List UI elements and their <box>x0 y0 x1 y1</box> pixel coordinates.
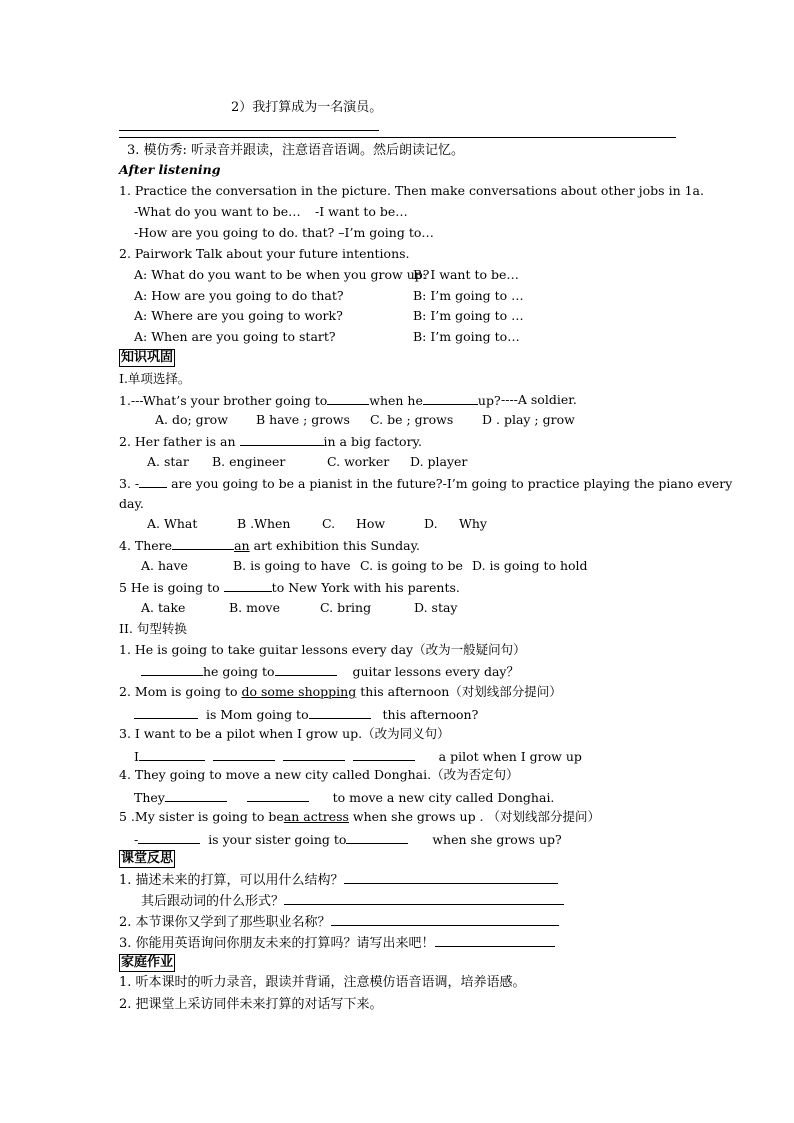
homework-2: 2. 把课堂上采访同伴未来打算的对话写下来。 <box>119 997 383 1012</box>
section-title-homework: 家庭作业 <box>121 955 174 970</box>
question-3: 3. - are you going to be a pianist in the future?-I’m going to practice playing the piano every <box>119 476 733 491</box>
pair-b-4: B: I’m going to… <box>413 329 520 344</box>
q2-option-c[interactable]: C. worker <box>327 454 390 469</box>
q3-option-a[interactable]: A. What <box>147 516 198 531</box>
q2-option-d[interactable]: D. player <box>410 454 468 469</box>
section-title-reflection: 课堂反思 <box>121 851 174 866</box>
question-5: 5 He is going to to New York with his parents. <box>119 580 460 595</box>
blank[interactable] <box>283 748 345 761</box>
q1-option-b[interactable]: B have ; grows <box>256 412 350 427</box>
imitation-show-item: 3. 模仿秀: 听录音并跟读，注意语音语调。然后朗读记忆。 <box>127 143 465 158</box>
blank[interactable] <box>141 663 203 676</box>
q3-option-d-letter[interactable]: D. <box>424 516 438 531</box>
q5-option-a[interactable]: A. take <box>141 600 186 615</box>
blank[interactable] <box>423 392 478 405</box>
blank[interactable] <box>353 748 415 761</box>
transform-5-answer: - is your sister going to when she grows up? <box>134 832 562 847</box>
blank[interactable] <box>134 706 198 719</box>
answer-line[interactable] <box>435 934 555 947</box>
reflection-1b: 其后跟动词的什么形式？ <box>141 892 564 910</box>
pair-a-4: A: When are you going to start? <box>134 329 336 344</box>
pair-a-3: A: Where are you going to work? <box>134 308 343 323</box>
answer-line-long[interactable] <box>119 137 676 138</box>
part2-title: II. 句型转换 <box>119 621 187 636</box>
reflection-3: 3. 你能用英语询问你朋友未来的打算吗？请写出来吧！ <box>119 934 555 952</box>
practice-instruction: 1. Practice the conversation in the picture. Then make conversations about other jobs in 1a. <box>119 183 704 198</box>
q3-option-c-letter[interactable]: C. <box>322 516 336 531</box>
q5-option-b[interactable]: B. move <box>229 600 280 615</box>
answer-line[interactable] <box>284 892 564 905</box>
answer-line-short[interactable] <box>119 130 379 131</box>
blank[interactable] <box>165 789 227 802</box>
q2-option-a[interactable]: A. star <box>147 454 189 469</box>
question-3-cont: day. <box>119 496 144 511</box>
q2-option-b[interactable]: B. engineer <box>212 454 286 469</box>
q4-option-a[interactable]: A. have <box>141 558 188 573</box>
pair-b-2: B: I’m going to … <box>413 288 524 303</box>
pair-b-3: B: I’m going to … <box>413 308 524 323</box>
blank[interactable] <box>172 537 234 550</box>
blank[interactable] <box>240 433 324 446</box>
homework-1: 1. 听本课时的听力录音，跟读并背诵，注意模仿语音语调，培养语感。 <box>119 975 526 990</box>
dialog-line-1-right: -I want to be… <box>315 204 408 219</box>
pair-b-1: B: I want to be… <box>413 267 519 282</box>
blank[interactable] <box>309 706 371 719</box>
question-1: 1.---What’s your brother going to when he up? <box>119 393 501 408</box>
q5-option-c[interactable]: C. bring <box>320 600 372 615</box>
transform-4-answer: They to move a new city called Donghai. <box>134 790 555 805</box>
part1-title: I.单项选择。 <box>119 371 191 386</box>
transform-3-answer: I a pilot when I grow up <box>134 749 582 764</box>
q4-option-b[interactable]: B. is going to have <box>233 558 351 573</box>
question-1-answer: ----A soldier. <box>501 392 577 407</box>
transform-1: 1. He is going to take guitar lessons every day（改为一般疑问句） <box>119 642 526 657</box>
reflection-2: 2. 本节课你又学到了那些职业名称？ <box>119 913 559 931</box>
dialog-line-1-left: -What do you want to be… <box>134 204 301 219</box>
question-4: 4. There an art exhibition this Sunday. <box>119 538 421 553</box>
blank[interactable] <box>247 789 309 802</box>
pairwork-instruction: 2. Pairwork Talk about your future intentions. <box>119 246 410 261</box>
answer-line[interactable] <box>331 913 559 926</box>
blank[interactable] <box>346 831 408 844</box>
reflection-1: 1. 描述未来的打算，可以用什么结构？ <box>119 871 558 889</box>
q3-option-b[interactable]: B .When <box>237 516 291 531</box>
blank[interactable] <box>139 475 167 488</box>
question-2: 2. Her father is an in a big factory. <box>119 434 422 449</box>
transform-5: 5 .My sister is going to bean actress when she grows up . （对划线部分提问） <box>119 809 600 824</box>
blank[interactable] <box>275 663 337 676</box>
q3-option-d-text[interactable]: Why <box>459 516 487 531</box>
pair-a-2: A: How are you going to do that? <box>134 288 344 303</box>
blank[interactable] <box>224 579 272 592</box>
transform-2: 2. Mom is going to do some shopping this afternoon（对划线部分提问） <box>119 684 562 699</box>
q1-option-c[interactable]: C. be ; grows <box>370 412 454 427</box>
transform-4: 4. They going to move a new city called Donghai.（改为否定句） <box>119 767 519 782</box>
q3-option-c-text[interactable]: How <box>356 516 386 531</box>
q4-option-c[interactable]: C. is going to be <box>360 558 463 573</box>
sentence-2-actor: 2）我打算成为一名演员。 <box>231 100 383 115</box>
q1-option-d[interactable]: D . play ; grow <box>482 412 575 427</box>
dialog-line-2: -How are you going to do. that? –I’m going to… <box>134 225 434 240</box>
section-title-consolidation: 知识巩固 <box>121 350 174 365</box>
blank[interactable] <box>327 392 369 405</box>
q1-option-a[interactable]: A. do; grow <box>155 412 228 427</box>
q5-option-d[interactable]: D. stay <box>414 600 458 615</box>
transform-3: 3. I want to be a pilot when I grow up.（改为同义句） <box>119 726 450 741</box>
blank[interactable] <box>138 831 200 844</box>
pair-a-1: A: What do you want to be when you grow up? <box>134 267 430 282</box>
q4-option-d[interactable]: D. is going to hold <box>472 558 588 573</box>
answer-line[interactable] <box>344 871 558 884</box>
transform-1-answer: he going to guitar lessons every day？ <box>141 663 519 680</box>
blank[interactable] <box>213 748 275 761</box>
transform-2-answer: is Mom going to this afternoon? <box>134 706 478 723</box>
blank[interactable] <box>139 748 205 761</box>
after-listening-heading: After listening <box>119 162 221 177</box>
